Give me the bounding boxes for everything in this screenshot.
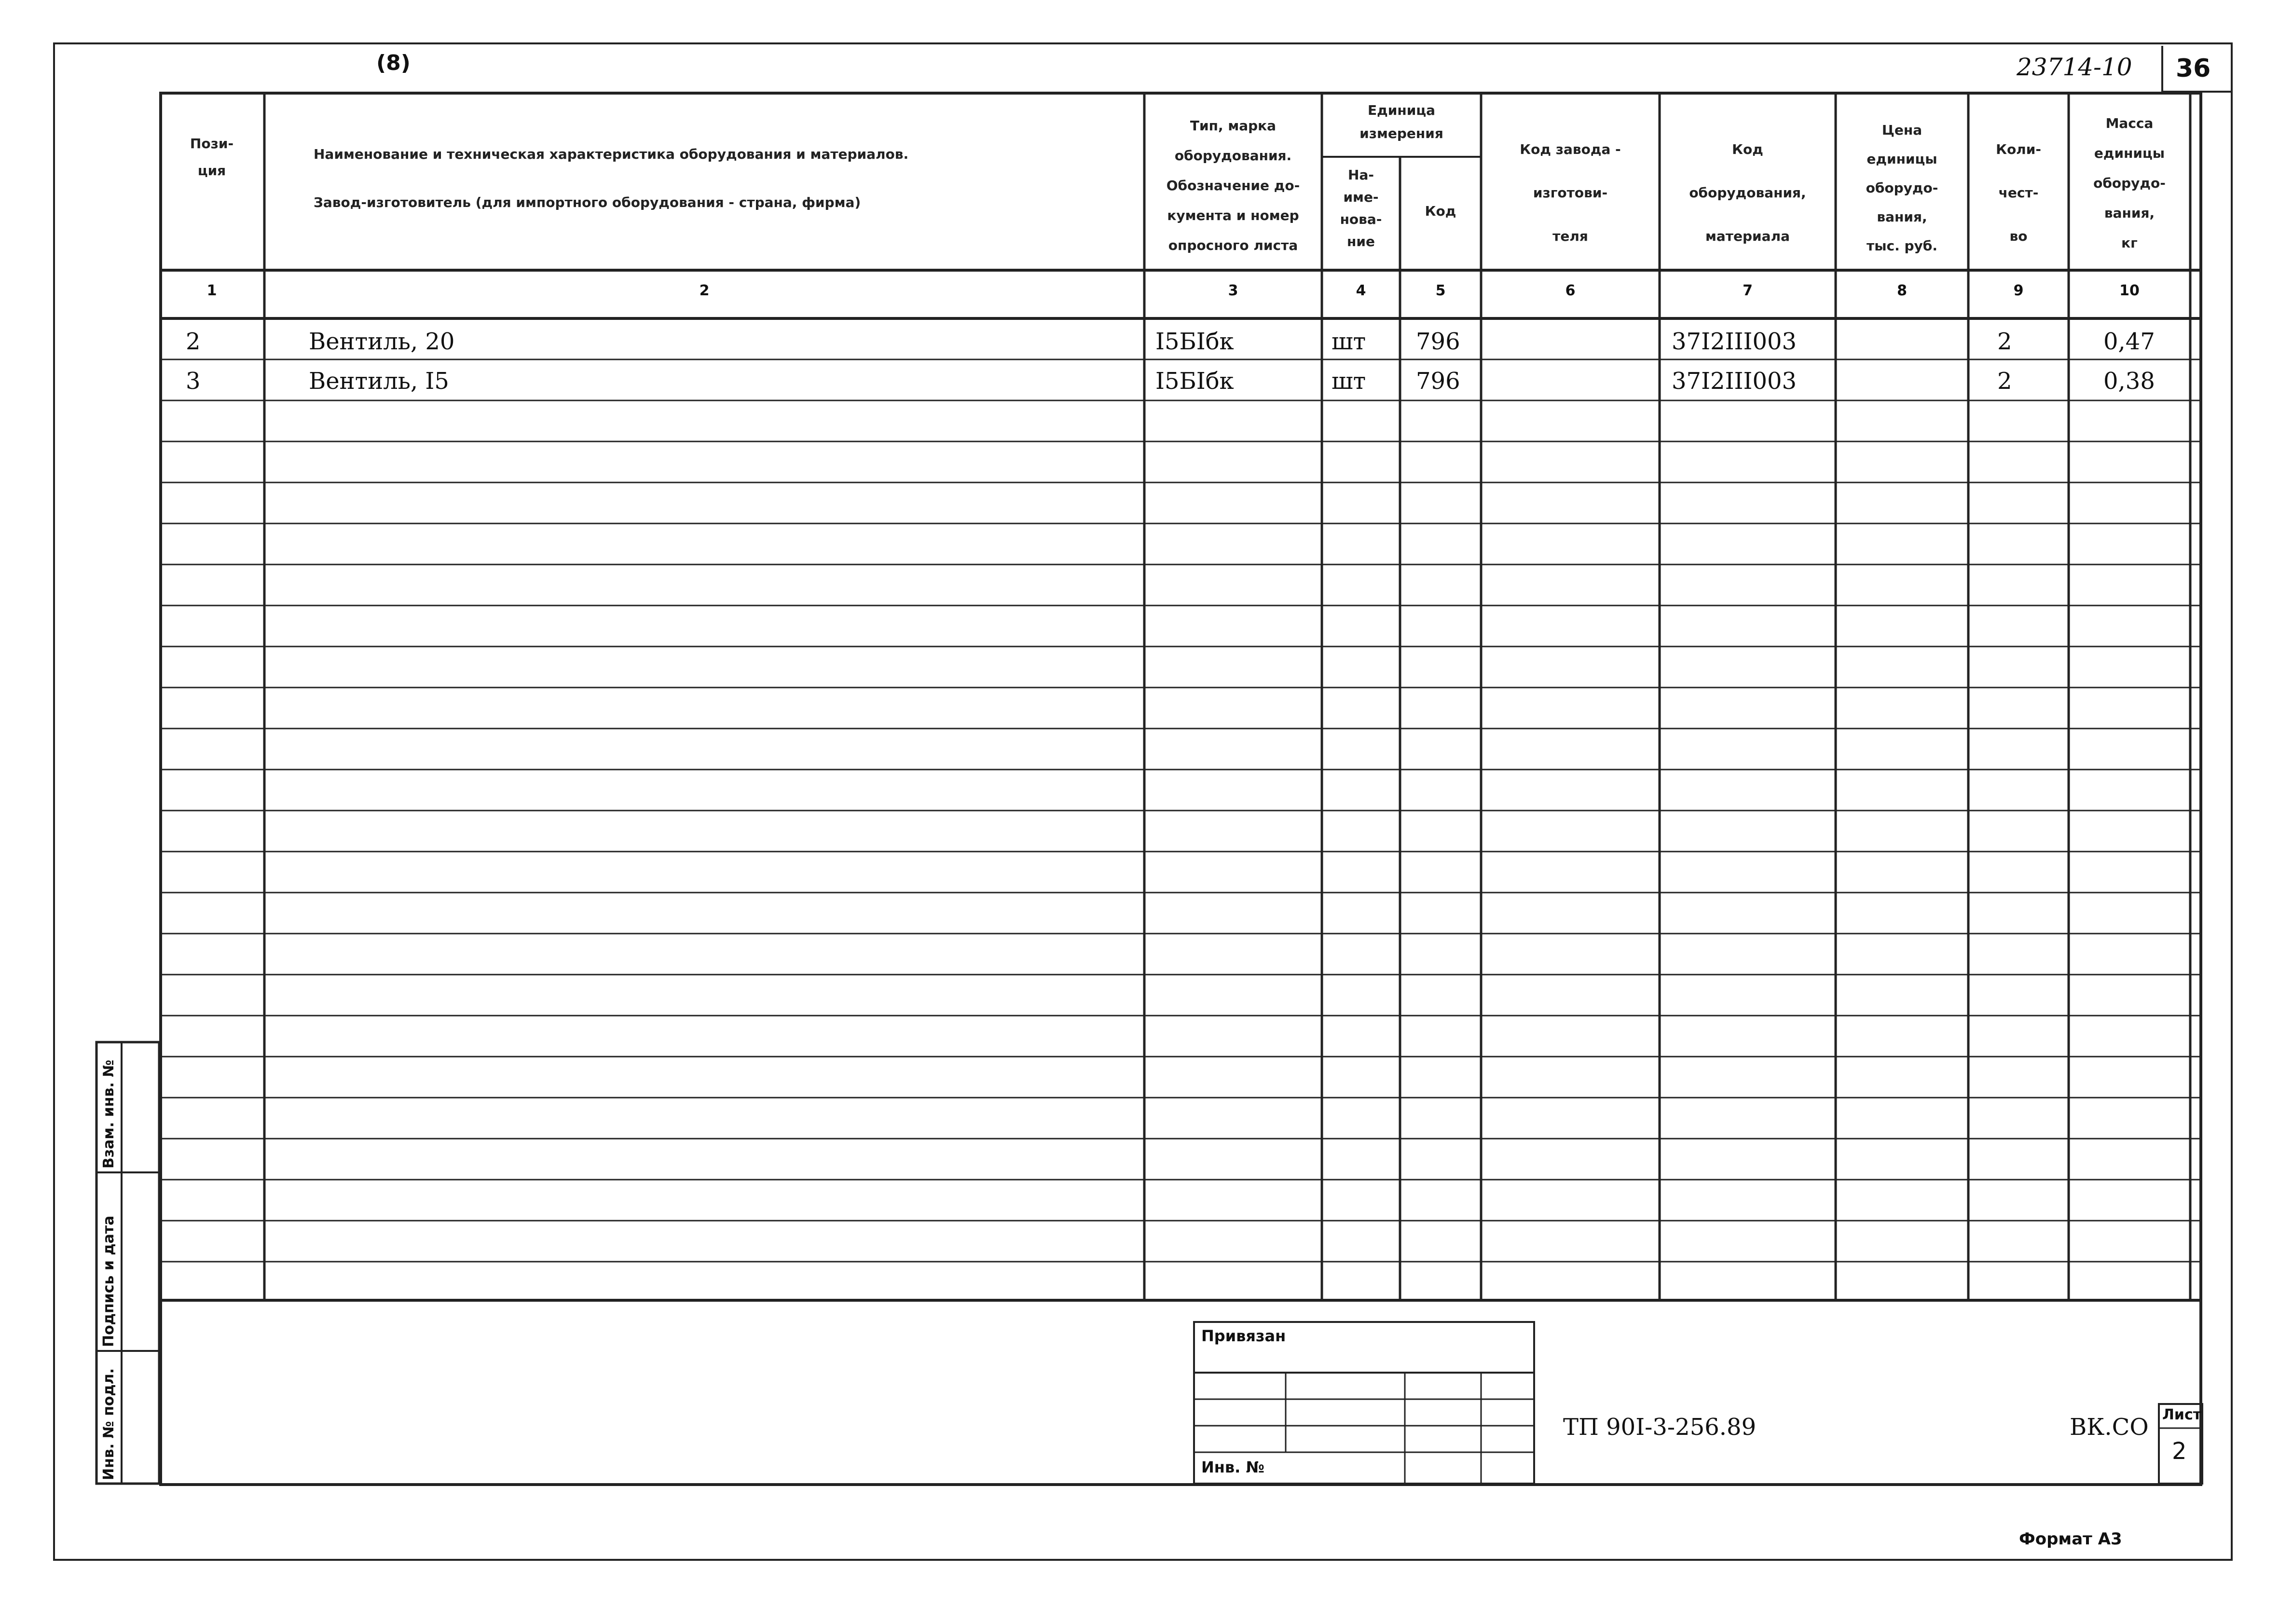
stamp-vzam: Взам. инв. № <box>100 1060 117 1169</box>
header-maker-code: Код завода - изготови- теля <box>1520 141 1621 244</box>
row-unit: шт <box>1332 368 1366 395</box>
row-quantity: 2 <box>1997 368 2012 395</box>
column-number: 4 <box>1356 282 1366 299</box>
sheet-marker: (8) <box>376 51 411 75</box>
row-unit-code: 796 <box>1416 368 1460 395</box>
stamp-podpis: Подпись и дата <box>100 1215 117 1347</box>
page-number: 36 <box>2176 54 2211 83</box>
row-unit-code: 796 <box>1416 328 1460 355</box>
row-equipment-code: 37I2III003 <box>1672 368 1797 395</box>
column-number: 9 <box>2013 282 2024 299</box>
row-quantity: 2 <box>1997 328 2012 355</box>
row-position: 3 <box>186 368 201 395</box>
row-mass: 0,38 <box>2103 368 2155 395</box>
column-number: 10 <box>2119 282 2140 299</box>
row-name: Вентиль, I5 <box>309 368 449 395</box>
header-quantity: Коли- чест- во <box>1996 141 2041 244</box>
sheet-label: Лист <box>2162 1406 2202 1423</box>
header-unit-code: Код <box>1425 203 1456 219</box>
column-number: 2 <box>699 282 710 299</box>
sheet-number: 2 <box>2172 1438 2187 1465</box>
privyazan-label: Привязан <box>1201 1327 1286 1345</box>
header-price: Цена единицы оборудо- вания, тыс. руб. <box>1866 122 1938 254</box>
header-unit-group: Единица измерения <box>1359 102 1443 141</box>
header-unit-name: На- име- нова- ние <box>1340 167 1382 249</box>
document-code: ТП 90I-3-256.89 <box>1563 1414 1757 1441</box>
header-name: Наименование и техническая характеристика оборудования и материалов. Завод-изготовитель (для импортного оборудования - страна, фирма) <box>314 146 909 210</box>
row-unit: шт <box>1332 328 1366 355</box>
row-position: 2 <box>186 328 201 355</box>
row-type: I5БIбк <box>1155 368 1234 395</box>
row-type: I5БIбк <box>1155 328 1234 355</box>
document-mark: ВК.СО <box>2070 1414 2149 1441</box>
column-number: 8 <box>1897 282 1907 299</box>
column-number: 6 <box>1565 282 1576 299</box>
format-label: Формат А3 <box>2019 1529 2122 1549</box>
inv-no-label: Инв. № <box>1201 1458 1264 1476</box>
column-number: 1 <box>206 282 217 299</box>
stamp-inv-podl: Инв. № подл. <box>100 1368 117 1480</box>
row-name: Вентиль, 20 <box>309 328 455 355</box>
column-number: 5 <box>1435 282 1446 299</box>
archive-number: 23714-10 <box>2017 53 2132 81</box>
column-number: 3 <box>1228 282 1238 299</box>
header-type: Тип, марка оборудования. Обозначение до- кумента и номер опросного листа <box>1166 118 1300 253</box>
row-equipment-code: 37I2III003 <box>1672 328 1797 355</box>
header-position: Пози- ция <box>190 136 234 179</box>
header-equipment-code: Код оборудования, материала <box>1689 141 1806 244</box>
row-mass: 0,47 <box>2103 328 2155 355</box>
header-mass: Масса единицы оборудо- вания, кг <box>2093 115 2166 251</box>
column-number: 7 <box>1743 282 1753 299</box>
